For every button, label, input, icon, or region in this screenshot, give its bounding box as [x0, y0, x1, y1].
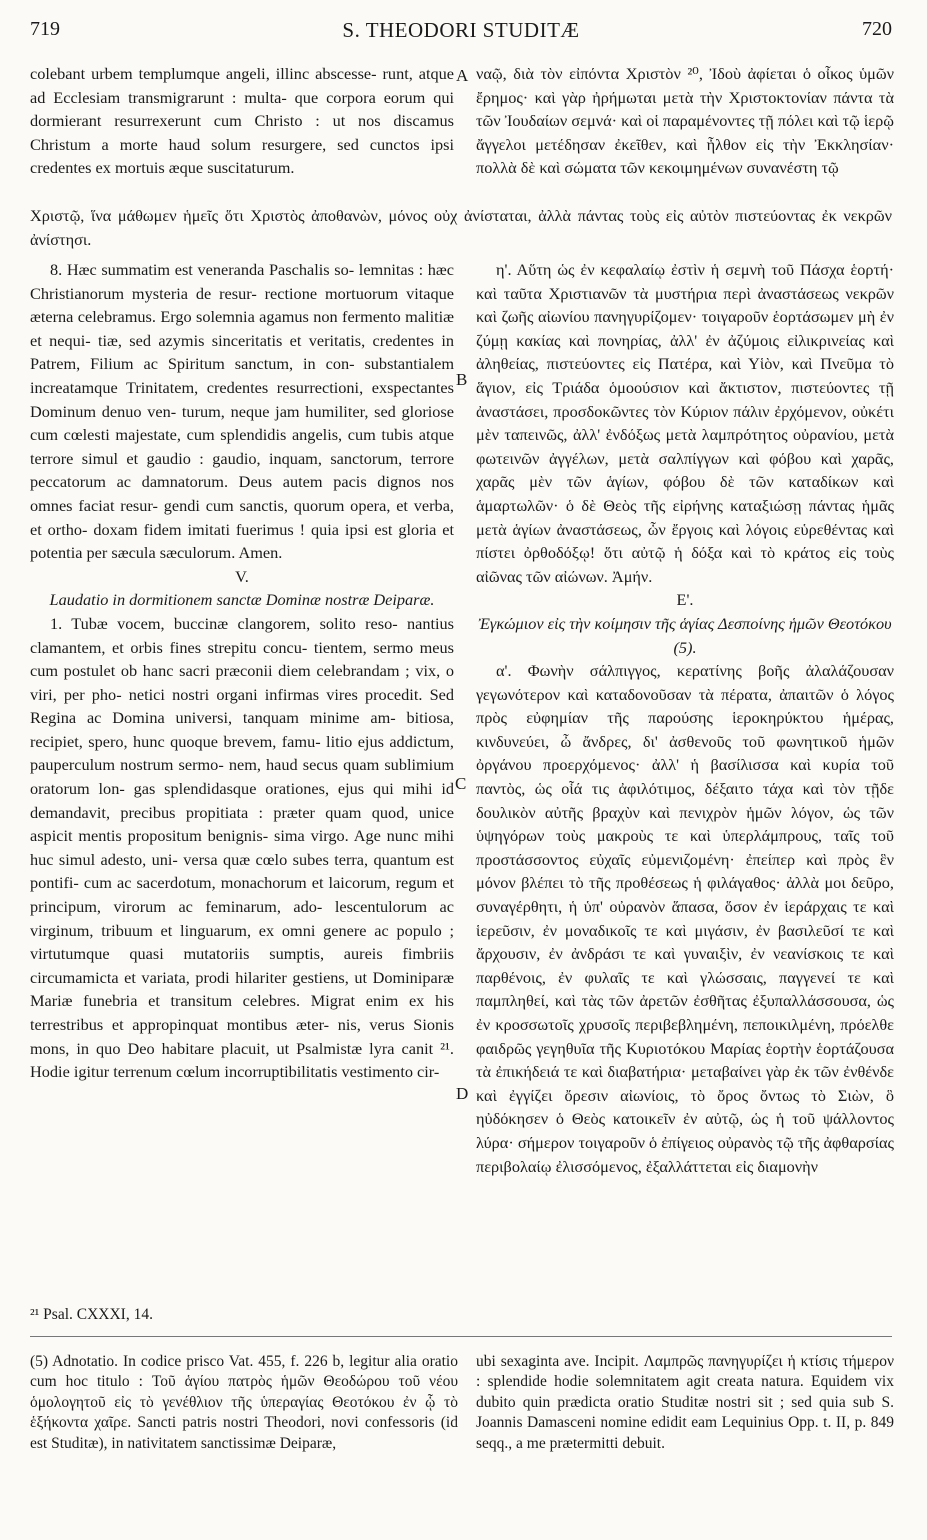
margin-letter-a: A [456, 66, 469, 85]
greek-paragraph-8: η'. Αὕτη ὡς ἐν κεφαλαίῳ ἐστὶν ἡ σεμνὴ τοῦ Πάσχα ἑορτή· καὶ ταῦτα Χριστιανῶν τὰ μυστήρια περὶ ἀναστάσεως νεκρῶν καὶ ζωῆς αἰωνίου πανηγυρίζομεν· τοιγαροῦν ἑορτάσωμεν μὴ ἐν ζύμῃ κακίας καὶ πονηρίας, ἀλλ' ἐν ἀζύμοις εἰλικρινείας καὶ ἀληθείας, πιστεύοντες εἰς Πατέρα, καὶ Υἱὸν, καὶ Πνεῦμα τὸ ἅγιον, εἰς Τριάδα ὁμοούσιον καὶ ἄκτιστον, πιστεύοντες τῇ ἀναστάσει, προσδοκῶντες τὸν Κύριον πάλιν ἐρχόμενον, οὐκέτι μὲν ταπεινῶς, ἀλλ' ἐνδόξως μετὰ λαμπρότητος οὐρανίου, μετὰ φωτεινῶν ἀγγέλων, μετὰ σαλπίγγων καὶ φόβου καὶ χαρᾶς, χαρᾶς μὲν τῶν ἁγίων, φόβου δὲ τῶν καταδίκων καὶ ἁμαρτωλῶν· ὁ δὲ Θεὸς τῆς εἰρήνης καταξιώσῃ πάντας ἡμᾶς μετὰ ἁγίων ἀναστάσεως, ὧν ἔργοις καὶ λόγοις εὑρεθέντας καὶ πίστει ὀρθοδόξῳ! ὅτι αὐτῷ ἡ δόξα καὶ τὸ κράτος εἰς τοὺς αἰῶνας τῶν αἰώνων. Ἀμήν. [476, 260, 894, 586]
latin-column-top [30, 62, 454, 180]
footnote-21: ²¹ Psal. CXXXI, 14. [30, 1306, 153, 1323]
margin-letter-c: C [455, 774, 467, 793]
greek-section-title: Ἐγκώμιον εἰς τὴν κοίμησιν τῆς ἁγίας Δεσποίνης ἡμῶν Θεοτόκου (5). [478, 613, 892, 657]
latin-section-number: V. [235, 566, 249, 586]
latin-section-title: Laudatio in dormitionem sanctæ Dominæ nostræ Deiparæ. [49, 590, 435, 610]
greek-paragraph-1: α'. Φωνὴν σάλπιγγος, κερατίνης βοῆς ἀλαλάζουσαν γεγωνότερον καὶ καταδονοῦσαν τὰ πέρατα, ἀπαιτῶν ὁ λόγος πρὸς εὐφημίαν τῆς παρούσης ἱεροκηρύκτου ἡμέρας, κινδυνεύει, ὦ ἄνδρες, δι' ἀσθενοῦς τοῦ φωνητικοῦ ἡμῶν ὀργάνου προερχόμενος· ἀλλ' ἡ βασίλισσα καὶ κυρία τοῦ παντὸς, ὡς οἷά τις ἀφιλότιμος, δέξαιτο τάχα καὶ τὸν τῇδε δουλικὸν αὐτῆς βραχὺν καὶ πενιχρὸν ἡμῶν λόγον, ὡς τῶν ὑψηγόρων τοὺς μακροὺς τε καὶ ὑπερλάμπρους, ταῖς τοῦ προστάσσοντος εὐχαῖς εὐμενιζομένη· ἐπείπερ καὶ πρὸς ἓν μόνον βλέπει τὸ τῆς προθέσεως ἡ φιλάγαθος· ἀλλὰ μοι δεῦρο, συναγέρθητι, ἡ ὑπ' οὐρανὸν ἅπασα, ὅσον ἐν ἱεράρχαις τε καὶ ἱερεῦσιν, ἐν μοναδικοῖς τε καὶ μιγάσιν, ἐν βασιλεῦσί τε καὶ ἄρχουσιν, ἐν ἀνδράσι τε καὶ γυναιξὶν, ἐν νεανίσκοις τε καὶ παρθένοις, ἐν φυλαῖς τε καὶ γλώσσαις, παγγενεί τε καὶ παμπληθεί, καὶ τὰς τῶν ἀρετῶν ἐσθῆτας ἐξυπαλλάσσουσα, ὡς ἐν κροσσωτοῖς χρυσοῖς περιβεβλημένη, πεποικιλμένη, πρόελθε φαιδρῶς γεγηθυῖα τῆς Κυριοτόκου Μαρίας ἑορτὴν ἑορτάζουσα τὰ ἐπικήδειά τε καὶ διαβατήρια· μεταβαίνει γὰρ ἐκ τῶν ἐνθένδε καὶ ἐγγίζει ὄρεσιν αἰωνίοις, τὸ ὄρος ὄντως τὸ Σιὼν, ὃ ηὐδόκησεν ὁ Θεὸς κατοικεῖν ἐν αὐτῷ, ὡς ἡ τοῦ ψάλλοντος λύρα· σήμερον τοιγαροῦν ὁ ἐπίγειος οὐρανὸς τῷ τῆς ἀφθαρσίας περιβολαίῳ ἐλισσόμενος, ἐξαλλάττεται εἰς διαμονὴν [476, 661, 894, 1176]
greek-full-width-text: Χριστῷ, ἵνα μάθωμεν ἡμεῖς ὅτι Χριστὸς ἀποθανὼν, μόνος οὐχ ἀνίσταται, ἀλλὰ πάντας τοὺς εἰς αὐτὸν πιστεύοντας ἐκ νεκρῶν ἀνίστησι. [30, 206, 892, 249]
greek-paragraph-top: ναῷ, διὰ τὸν εἰπόντα Χριστὸν ²⁰, Ἰδοὺ ἀφίεται ὁ οἶκος ὑμῶν ἔρημος· καὶ γὰρ ἠρήμωται μετὰ τὴν Χριστοκτονίαν πάντα τὰ τῶν Ἰουδαίων σεμνά· καὶ οἱ παραμένοντες τῇ πόλει καὶ τῷ ἱερῷ ἄγγελοι μετέδησαν ἐκεῖθεν, καὶ ἦλθον εἰς τὴν Ἐκκλησίαν· πολλὰ δὲ καὶ σώματα τῶν κεκοιμημένων συνανέστη τῷ [476, 64, 894, 178]
running-title: S. THEODORI STUDITÆ [342, 18, 580, 42]
margin-letter-d: D [456, 1084, 469, 1103]
page-number-left: 719 [30, 18, 60, 40]
greek-section-number: Ε'. [676, 590, 694, 610]
footnote-5-right [476, 1352, 894, 1454]
footnote-5-left [30, 1352, 458, 1454]
greek-column-main [476, 258, 894, 1178]
latin-paragraph-top: colebant urbem templumque angeli, illinc abscesse- runt, atque ad Ecclesiam transmigrarunt : multa- que corpora eorum qui dormierant resurrexerunt cum Christo : ut nos discamus Christum a morte haud solum resurgere, sed cunctos ipsi credentes ex mortuis æque suscitaturum. [30, 64, 454, 178]
latin-paragraph-8: 8. Hæc summatim est veneranda Paschalis so- lemnitas : hæc Christianorum mysteria de resur- rectione mortuorum vitaque æterna celebramus. Ergo solemnia agamus non fermento malitiæ et nequi- tiæ, sed azymis sinceritatis et veritatis, credentes in Patrem, Filium ac Spiritum sanctum, in con- substantialem increatamque Trinitatem, credentes resurrectioni, exspectantes Dominum denuo ven- turum, neque jam humiliter, sed gloriose cum cœlesti majestate, cum splendidis angelis, cum tubis atque terrore simul et gaudio : gaudio, inquam, sanctorum, terrore peccatorum ac damnatorum. Deus autem pacis dignos nos omnes faciat resur- gendi cum sanctis, quorum opera, et verba, et ortho- doxam fidem imitati fuerimus ! quia ipsi est gloria et potentia per sæcula sæculorum. Amen. [30, 260, 454, 563]
latin-column-main [30, 258, 454, 1084]
latin-paragraph-1: 1. Tubæ vocem, buccinæ clangorem, solito reso- nantius clamantem, et orbis fines strepitu concu- tientem, sermo meus cum postulet ob hanc sacri præconii diem celebrandam ; vix, o viri, per pho- netici nostri organi infirmas vires procedit. Sed Regina ac Domina universi, tanquam minime am- bitiosa, recipiet, spero, hunc quoque brevem, famu- litio ejus addictum, pauperculum nostrum sermo- nem, haud secus quam sublimium oratorum lon- gas splendidasque orationes, ejus qui mihi id demandavit, precibus propitiata : præter quam quod, unice aspicit mentis propositum benignis- sima virgo. Age nunc mihi huc simul adesto, uni- versa quæ cœlo subes terra, quantum est pontifi- cum ac sacerdotum, monachorum et laicorum, regum et principum, virorum ac feminarum, ado- lescentulorum ac virginum, tribuum et linguarum, ex omni genere ac populo ; virtutumque quasi mutatoriis sumptis, aureis fimbriis circumamicta et variata, prodi hilariter gestiens, ut Dominiparæ Mariæ funebria et transitum celebres. Migrat enim ex his terrestribus et appropinquat montibus æter- nis, verus Sionis mons, in quo Deo habitare placuit, ut Psalmistæ lyra canit ²¹. Hodie igitur terrenum cœlum incorruptibilitatis vestimento cir- [30, 613, 454, 1082]
footnote-5-right-text: ubi sexaginta ave. Incipit. Λαμπρῶς πανηγυρίζει ἡ κτίσις τήμερον : splendide hodie solemnitatem agit creata natura. Equidem vix dubito quin prædicta oratio Studitæ nostri sit ; sed quia sub S. Joannis Damasceni nomine edidit eam Lequinius Opp. t. II, p. 849 seqq., a me prætermitti debuit. [476, 1353, 894, 1452]
page-header [30, 16, 892, 46]
margin-letter-b: B [456, 370, 468, 389]
footnote-5-left-text: (5) Adnotatio. In codice prisco Vat. 455, f. 226 b, legitur alia oratio cum hoc titulo : Τοῦ ἁγίου πατρὸς ἡμῶν Θεοδώρου τοῦ νέου ὁμολογητοῦ εἰς τὸ γενέθλιον τῆς ὑπεραγίας Θεοτόκου ἐν ᾧ τὸ ἑξήκοντα χαῖρε. Sancti patris nostri Theodori, novi confessoris (id est Studitæ), in nativitatem sanctissimæ Deiparæ, [30, 1353, 458, 1452]
greek-full-width-line [30, 204, 892, 251]
footnote-rule [30, 1336, 892, 1337]
greek-column-top [476, 62, 894, 180]
page-number-right: 720 [862, 18, 892, 40]
